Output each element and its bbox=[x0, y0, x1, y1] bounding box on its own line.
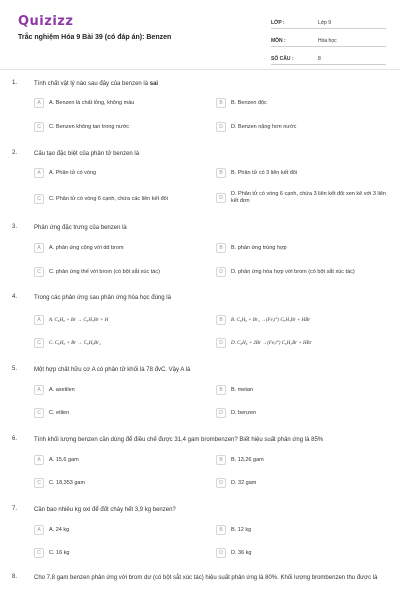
option-c[interactable] bbox=[34, 122, 129, 132]
question-number: 3. bbox=[12, 224, 18, 230]
option-text: B. Benzen độc bbox=[231, 99, 267, 106]
option-letter: B bbox=[216, 98, 226, 108]
option-letter: A bbox=[34, 455, 44, 465]
meta-label: MÔN : bbox=[271, 38, 286, 44]
option-b[interactable] bbox=[216, 525, 251, 535]
meta-value: Hóa học bbox=[318, 38, 337, 44]
document-title: Trắc nghiệm Hóa 9 Bài 39 (có đáp án): Benzen bbox=[18, 34, 172, 41]
option-text: A. phản ứng cộng với dd brom bbox=[49, 244, 124, 251]
meta-value: 8 bbox=[318, 56, 321, 62]
emphasis: sai bbox=[149, 81, 159, 87]
option-letter: B bbox=[216, 168, 226, 178]
option-text: C. 18,353 gam bbox=[49, 479, 86, 486]
question-text bbox=[34, 80, 384, 88]
option-text: B. metan bbox=[231, 386, 254, 393]
question-number: 6. bbox=[12, 436, 18, 442]
meta-row-subject bbox=[271, 32, 386, 47]
option-letter: C bbox=[34, 338, 44, 348]
option-letter: B bbox=[216, 315, 226, 325]
option-text: C. Phân tử có vòng 6 cạnh, chứa các liên kết đôi bbox=[49, 195, 168, 202]
option-formula: D. C₆H₆ + 2Br →(Fe,t°) C₆H₅Br + HBr bbox=[231, 340, 312, 346]
option-b[interactable] bbox=[216, 385, 253, 395]
option-letter: B bbox=[216, 243, 226, 253]
option-c[interactable] bbox=[34, 408, 69, 418]
option-b[interactable] bbox=[216, 455, 264, 465]
option-letter: D bbox=[216, 338, 226, 348]
option-formula: B. C₆H₆ + Br₂ →(Fe,t°) C₆H₅Br + HBr bbox=[231, 317, 311, 323]
option-a[interactable] bbox=[34, 98, 134, 108]
question-text: Cho 7,8 gam benzen phản ứng với brom dư (có bột sắt xúc tác) hiệu suất phản ứng là 80%. Khối lượng brombenzen thu được là bbox=[34, 575, 378, 581]
option-c[interactable] bbox=[34, 267, 160, 277]
option-letter: B bbox=[216, 385, 226, 395]
option-text: D. benzen bbox=[231, 409, 257, 416]
option-d[interactable] bbox=[216, 408, 256, 418]
option-text: A. Phân tử có vòng bbox=[49, 169, 97, 176]
option-d[interactable] bbox=[216, 267, 355, 277]
option-text: A. axetilen bbox=[49, 386, 75, 393]
option-letter: C bbox=[34, 267, 44, 277]
option-text: B. 12 kg bbox=[231, 526, 252, 533]
option-letter: D bbox=[216, 408, 226, 418]
meta-label: SỐ CÂU : bbox=[271, 56, 294, 62]
question-number: 4. bbox=[12, 294, 18, 300]
option-a[interactable] bbox=[34, 455, 79, 465]
option-d[interactable] bbox=[216, 548, 251, 558]
option-text: C. 16 kg bbox=[49, 549, 70, 556]
option-letter: C bbox=[34, 122, 44, 132]
option-letter: C bbox=[34, 408, 44, 418]
meta-panel bbox=[271, 14, 386, 68]
option-letter: C bbox=[34, 548, 44, 558]
option-letter: D bbox=[216, 267, 226, 277]
option-letter: B bbox=[216, 455, 226, 465]
option-text: B. 13,26 gam bbox=[231, 456, 264, 463]
option-d[interactable] bbox=[216, 478, 256, 488]
option-d[interactable] bbox=[216, 122, 296, 132]
option-text: B. phản ứng trùng hợp bbox=[231, 244, 287, 251]
option-text: D. phản ứng hóa hợp với brom (có bột sắt xúc tác) bbox=[231, 268, 355, 275]
option-letter: A bbox=[34, 525, 44, 535]
question-text-span: Tính chất vật lý nào sau đây của benzen là sai bbox=[34, 81, 159, 87]
option-letter: B bbox=[216, 525, 226, 535]
option-text: D. 32 gam bbox=[231, 479, 257, 486]
meta-value: Lớp 9 bbox=[318, 20, 332, 26]
question-number: 2. bbox=[12, 150, 18, 156]
question-text: Cần bao nhiêu kg oxi để đốt cháy hết 3,9 kg benzen? bbox=[34, 507, 176, 513]
meta-row-grade bbox=[271, 14, 386, 29]
option-text: B. Phân tử có 3 liên kết đôi bbox=[231, 169, 298, 176]
option-b[interactable] bbox=[216, 168, 297, 178]
option-c[interactable] bbox=[34, 548, 69, 558]
option-a[interactable] bbox=[34, 168, 96, 178]
question-text: Cấu tạo đặc biệt của phân tử benzen là bbox=[34, 151, 140, 157]
option-a[interactable] bbox=[34, 243, 124, 253]
option-text: D. Benzen nặng hơn nước bbox=[231, 123, 297, 130]
option-b[interactable] bbox=[216, 98, 267, 108]
option-a[interactable] bbox=[34, 385, 75, 395]
option-letter: C bbox=[34, 194, 44, 204]
question-text: Tính khối lượng benzen cần dùng để điều chế được 31,4 gam brombenzen? Biết hiệu suất phản ứng là 85% bbox=[34, 437, 324, 443]
option-formula: C. C₆H₆ + Br → C₆H₆Br₂ bbox=[49, 340, 101, 346]
option-text: D. Phân tử có vòng 6 cạnh, chứa 3 liên kết đôi xen kẽ với 3 liên kết đơn bbox=[231, 191, 386, 204]
option-c[interactable] bbox=[34, 338, 101, 348]
option-b[interactable] bbox=[216, 243, 287, 253]
option-b[interactable] bbox=[216, 315, 310, 325]
option-c[interactable] bbox=[34, 194, 168, 204]
option-d[interactable] bbox=[216, 338, 312, 348]
option-formula: A. C₆H₆ + Br → C₆H₅Br + H bbox=[49, 317, 109, 323]
option-a[interactable] bbox=[34, 315, 108, 325]
option-letter: D bbox=[216, 122, 226, 132]
option-a[interactable] bbox=[34, 525, 69, 535]
question-text: Phản ứng đặc trưng của benzen là bbox=[34, 225, 127, 231]
option-letter: A bbox=[34, 168, 44, 178]
page-header bbox=[0, 0, 400, 70]
question-number: 5. bbox=[12, 366, 18, 372]
question-number: 1. bbox=[12, 80, 18, 86]
meta-row-count bbox=[271, 50, 386, 65]
question-text: Một hợp chất hữu cơ A có phân tử khối là 78 đvC. Vậy A là bbox=[34, 367, 191, 373]
quizizz-logo: Quizizz bbox=[18, 14, 74, 29]
option-text: A. 15,6 gam bbox=[49, 456, 79, 463]
option-text: C. etilen bbox=[49, 409, 70, 416]
option-letter: D bbox=[216, 193, 226, 203]
option-text: C. Benzen không tan trong nước bbox=[49, 123, 130, 130]
option-text: A. Benzen là chất lỏng, không màu bbox=[49, 99, 135, 106]
option-letter: D bbox=[216, 548, 226, 558]
option-letter: A bbox=[34, 315, 44, 325]
meta-label: LỚP : bbox=[271, 20, 285, 26]
question-number: 8. bbox=[12, 574, 18, 580]
question-number: 7. bbox=[12, 506, 18, 512]
question-text: Trong các phản ứng sau phản ứng hóa học đúng là bbox=[34, 295, 171, 301]
option-letter: C bbox=[34, 478, 44, 488]
option-text: D. 36 kg bbox=[231, 549, 252, 556]
option-text: A. 24 kg bbox=[49, 526, 70, 533]
option-text: C. phản ứng thế với brom (có bột sắt xúc tác) bbox=[49, 268, 160, 275]
option-letter: D bbox=[216, 478, 226, 488]
option-d[interactable] bbox=[216, 191, 386, 205]
option-letter: A bbox=[34, 385, 44, 395]
option-c[interactable] bbox=[34, 478, 85, 488]
option-letter: A bbox=[34, 98, 44, 108]
option-letter: A bbox=[34, 243, 44, 253]
